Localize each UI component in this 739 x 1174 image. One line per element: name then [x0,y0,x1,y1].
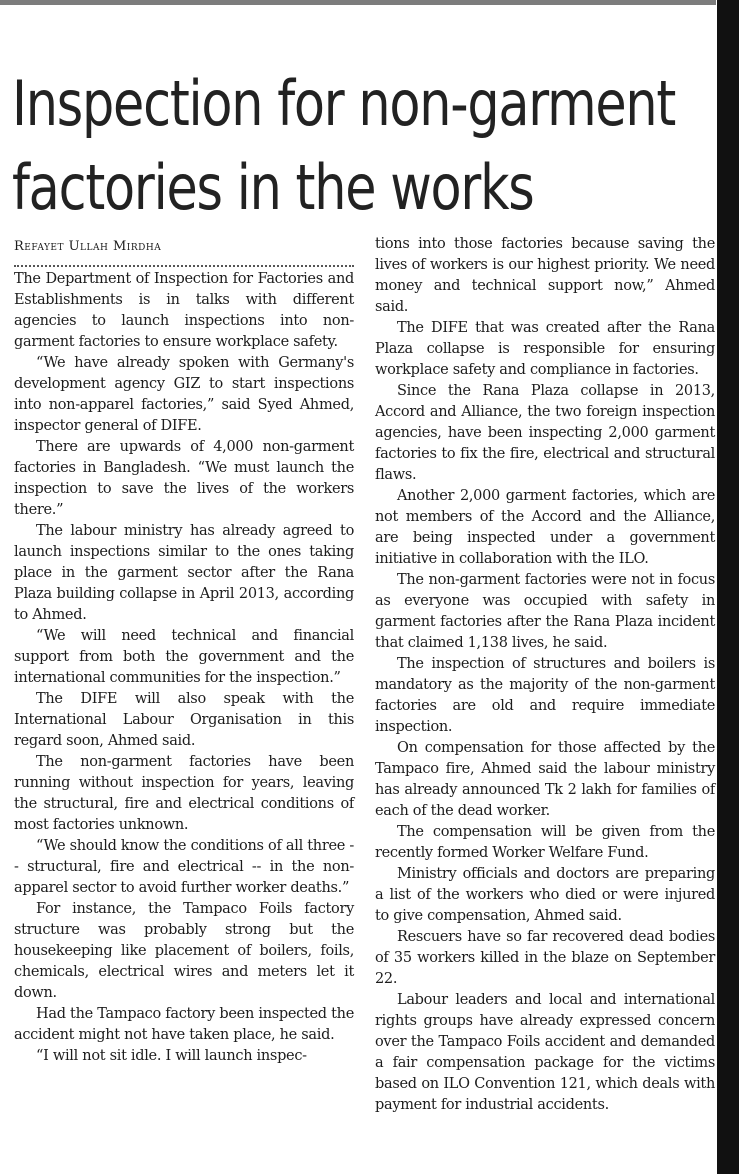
paragraph: Another 2,000 garment factories, which are not members of the Accord and the Alliance, are being inspected under a government initiative in collaboration with the ILO. [375,488,715,567]
headline-line-2: factories in the works [12,151,534,224]
paragraph: “We will need technical and financial support from both the government and the international communities for the inspection.” [14,628,354,686]
article-column-right [375,234,715,1116]
paragraph: tions into those factories because saving the lives of workers is our highest priority. We need money and technical support now,” Ahmed said. [375,236,715,315]
page-edge-shadow [717,0,739,1174]
paragraph: For instance, the Tampaco Foils factory structure was probably strong but the housekeeping like placement of boilers, foils, chemicals, electrical wires and meters let it down. [14,901,354,1001]
article-column-left [14,236,354,1067]
paragraph: Had the Tampaco factory been inspected the accident might not have taken place, he said. [14,1006,354,1043]
paragraph: The DIFE that was created after the Rana Plaza collapse is responsible for ensuring workplace safety and compliance in factories. [375,320,715,378]
paragraph: “We have already spoken with Germany's development agency GIZ to start inspections into non-apparel factories,” said Syed Ahmed, inspector general of DIFE. [14,355,354,434]
paragraph: Rescuers have so far recovered dead bodies of 35 workers killed in the blaze on September 22. [375,929,715,987]
top-border-bar [0,0,716,5]
paragraph: Since the Rana Plaza collapse in 2013, Accord and Alliance, the two foreign inspection agencies, have been inspecting 2,000 garment factories to fix the fire, electrical and structural flaws. [375,383,715,483]
paragraph: The non-garment factories were not in focus as everyone was occupied with safety in garment factories after the Rana Plaza incident that claimed 1,138 lives, he said. [375,572,715,651]
paragraph: The non-garment factories have been running without inspection for years, leaving the structural, fire and electrical conditions of most factories unknown. [14,754,354,833]
paragraph: The labour ministry has already agreed to launch inspections similar to the ones taking place in the garment sector after the Rana Plaza building collapse in April 2013, according to Ahmed. [14,523,354,623]
paragraph: The inspection of structures and boilers is mandatory as the majority of the non-garment factories are old and require immediate inspection. [375,656,715,735]
paragraph: Labour leaders and local and international rights groups have already expressed concern over the Tampaco Foils accident and demanded a fair compensation package for the victims based on ILO Convention 121, which deals with payment for industrial accidents. [375,992,715,1113]
paragraph: There are upwards of 4,000 non-garment factories in Bangladesh. “We must launch the inspection to save the lives of the workers there.” [14,439,354,518]
paragraph: “We should know the conditions of all three -- structural, fire and electrical -- in the non-apparel sector to avoid further worker deaths.” [14,838,354,896]
paragraph: The Department of Inspection for Factories and Establishments is in talks with different agencies to launch inspections into non-garment factories to ensure workplace safety. [14,271,354,350]
byline-divider [14,265,354,267]
headline-line-1: Inspection for non-garment [12,67,676,140]
paragraph: The DIFE will also speak with the International Labour Organisation in this regard soon, Ahmed said. [14,691,354,749]
paragraph: Ministry officials and doctors are preparing a list of the workers who died or were injured to give compensation, Ahmed said. [375,866,715,924]
byline: Refayet Ullah Mirdha [14,239,162,254]
headline [12,62,676,230]
paragraph: On compensation for those affected by the Tampaco fire, Ahmed said the labour ministry has already announced Tk 2 lakh for families of each of the dead worker. [375,740,715,819]
paragraph: The compensation will be given from the recently formed Worker Welfare Fund. [375,824,715,861]
paragraph: “I will not sit idle. I will launch inspec- [36,1048,307,1064]
